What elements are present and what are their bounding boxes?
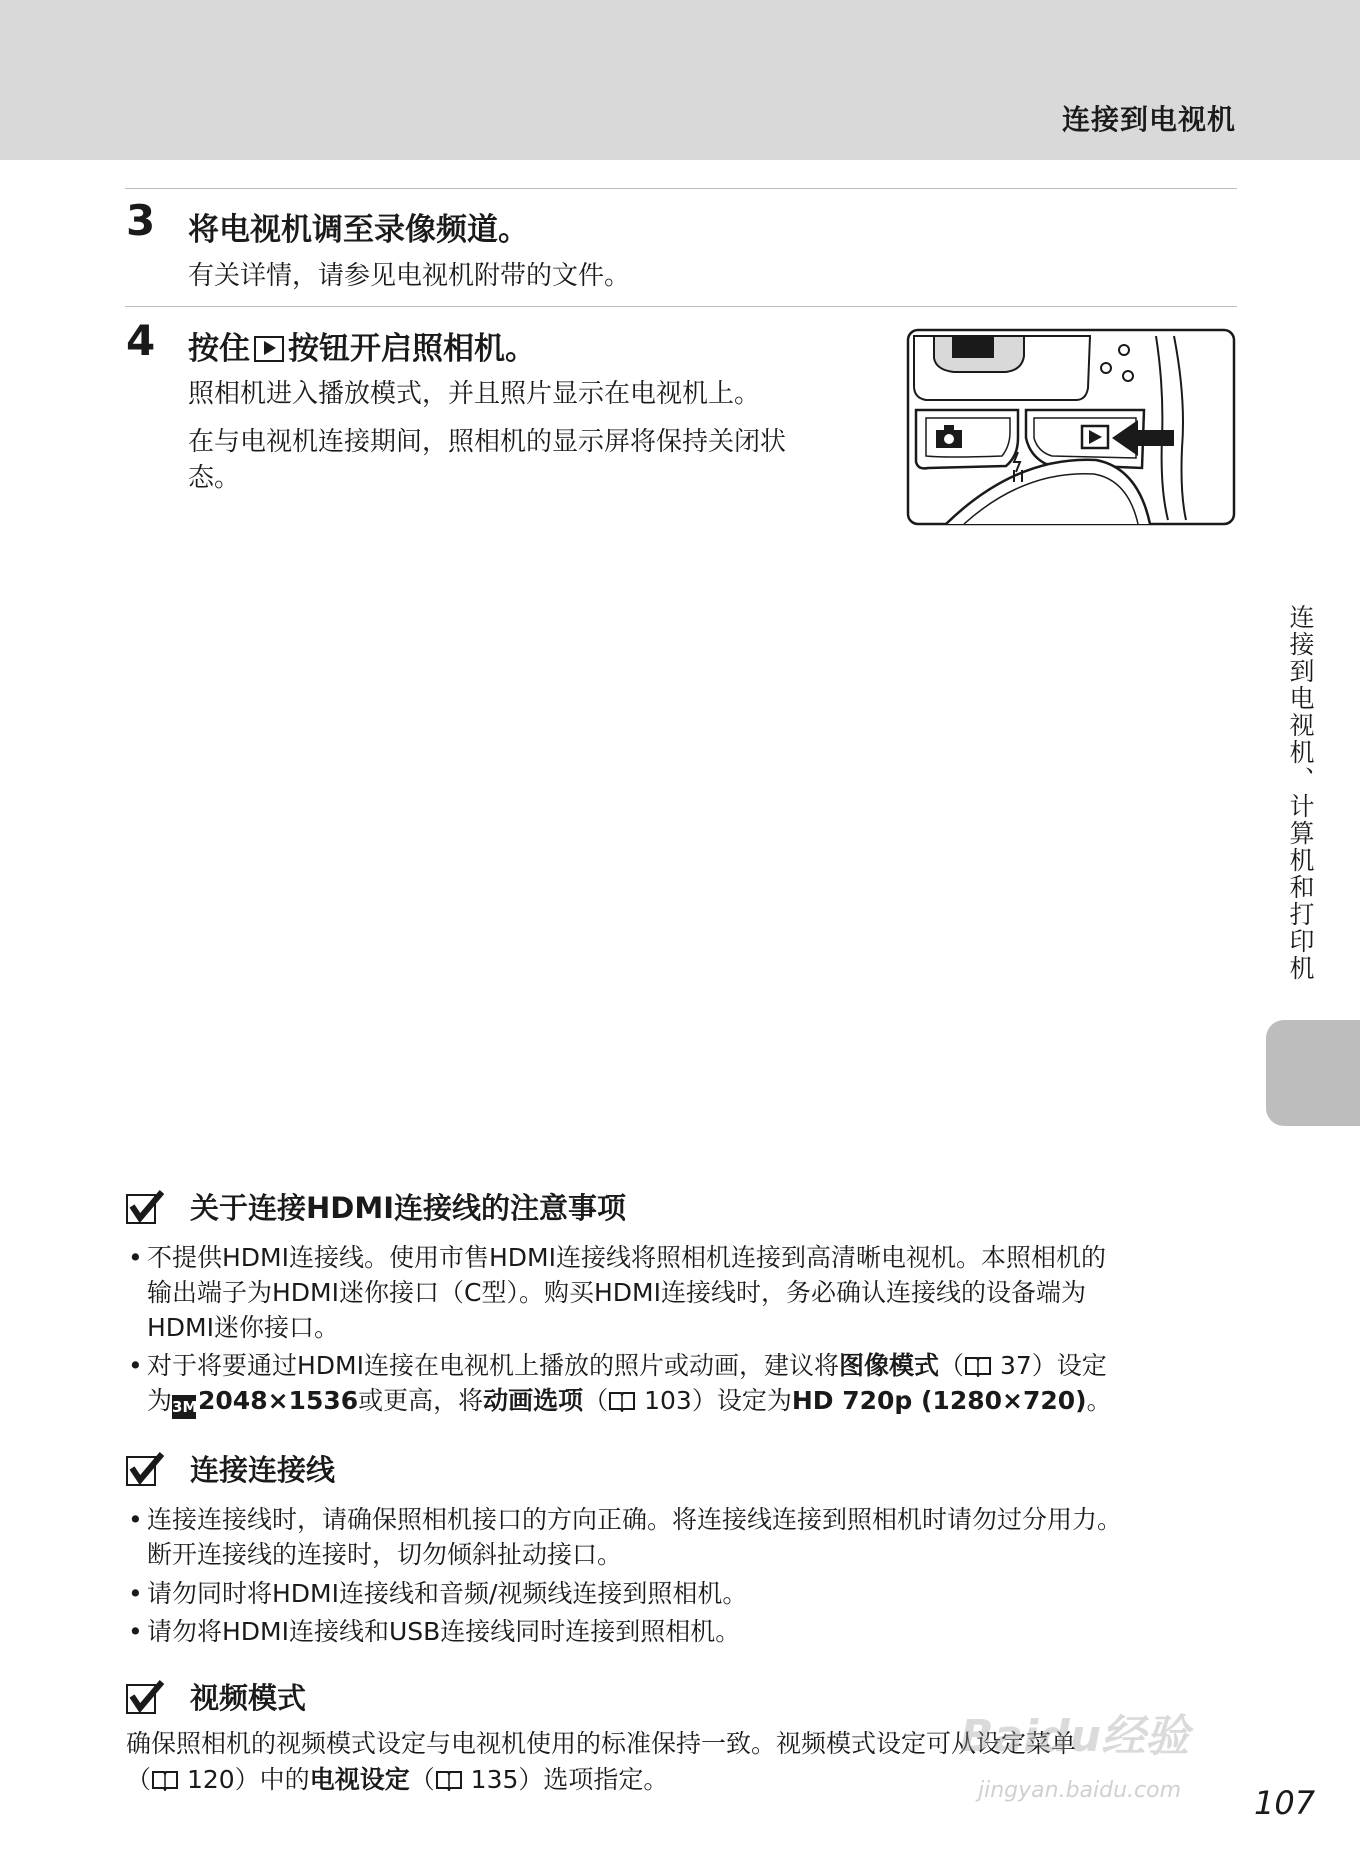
page-section-title: 连接到电视机 bbox=[1061, 103, 1236, 136]
bullet-mark: • bbox=[128, 1579, 143, 1608]
list-item-line bbox=[147, 1348, 1238, 1383]
text-run: （ bbox=[583, 1386, 609, 1415]
bullet-mark: • bbox=[128, 1351, 143, 1380]
divider bbox=[125, 188, 1237, 189]
text-run: 120）中的 bbox=[179, 1765, 310, 1794]
list-item bbox=[128, 1240, 1238, 1345]
menu-term-tv-settings: 电视设定 bbox=[309, 1765, 410, 1794]
step-title: 将电视机调至录像频道。 bbox=[188, 212, 529, 248]
step-title bbox=[188, 323, 536, 368]
note-heading bbox=[126, 1676, 306, 1717]
text-run: （ bbox=[409, 1765, 435, 1794]
step-detail-line: 态。 bbox=[188, 463, 241, 493]
menu-term-movie-options: 动画选项 bbox=[483, 1386, 584, 1415]
movie-option-value: HD 720p (1280×720) bbox=[791, 1386, 1087, 1415]
text-run: 135）选项指定。 bbox=[462, 1765, 669, 1794]
playback-button-icon bbox=[254, 336, 284, 362]
note-heading-text: 连接连接线 bbox=[190, 1453, 336, 1487]
page-reference-icon bbox=[151, 1769, 179, 1791]
chapter-tab bbox=[1266, 1020, 1360, 1126]
page-reference-icon bbox=[964, 1355, 992, 1377]
list-item-line: 断开连接线的连接时，切勿倾斜扯动接口。 bbox=[147, 1540, 623, 1569]
bullet-mark: • bbox=[128, 1243, 143, 1272]
camera-playback-illustration bbox=[906, 328, 1236, 526]
page-reference-icon bbox=[608, 1390, 636, 1412]
caution-check-icon bbox=[126, 1680, 164, 1714]
list-item bbox=[128, 1502, 1238, 1572]
text-run: 对于将要通过HDMI连接在电视机上播放的照片或动画，建议将 bbox=[147, 1351, 839, 1380]
list-item-line: 输出端子为HDMI迷你接口（C型）。购买HDMI连接线时，务必确认连接线的设备端为 bbox=[147, 1278, 1086, 1307]
note-heading bbox=[126, 1448, 335, 1489]
caution-check-icon bbox=[126, 1190, 164, 1224]
step-detail: 有关详情，请参见电视机附带的文件。 bbox=[188, 261, 631, 291]
text-run: 或更高，将 bbox=[358, 1386, 484, 1415]
list-item-line: 请勿将HDMI连接线和USB连接线同时连接到照相机。 bbox=[147, 1617, 741, 1646]
image-size-value: 2048×1536 bbox=[198, 1386, 359, 1415]
list-item-line: HDMI迷你接口。 bbox=[147, 1313, 339, 1342]
step-number: 4 bbox=[126, 316, 156, 365]
step-detail bbox=[188, 424, 786, 496]
bullet-mark: • bbox=[128, 1505, 143, 1534]
step-detail-line: 在与电视机连接期间，照相机的显示屏将保持关闭状 bbox=[188, 427, 787, 457]
text-run: 37）设定 bbox=[992, 1351, 1107, 1380]
list-item bbox=[128, 1576, 1238, 1611]
list-item-line: 请勿同时将HDMI连接线和音频/视频线连接到照相机。 bbox=[147, 1579, 748, 1608]
list-item-line: 不提供HDMI连接线。使用市售HDMI连接线将照相机连接到高清晰电视机。本照相机的 bbox=[147, 1243, 1106, 1272]
list-item-line: 连接连接线时，请确保照相机接口的方向正确。将连接线连接到照相机时请勿过分用力。 bbox=[147, 1505, 1123, 1534]
list-item bbox=[128, 1614, 1238, 1649]
note-heading-text: 关于连接HDMI连接线的注意事项 bbox=[190, 1191, 626, 1225]
step-title-part: 按住 bbox=[188, 331, 250, 367]
step-title-part: 按钮开启照相机。 bbox=[288, 331, 536, 367]
list-item bbox=[128, 1348, 1238, 1419]
page-reference-icon bbox=[435, 1769, 463, 1791]
note-heading bbox=[126, 1186, 626, 1227]
text-run: （ bbox=[126, 1765, 152, 1794]
page-number: 107 bbox=[1254, 1784, 1316, 1822]
divider bbox=[125, 306, 1237, 307]
caution-check-icon bbox=[126, 1452, 164, 1486]
menu-term-image-mode: 图像模式 bbox=[839, 1351, 940, 1380]
bullet-mark: • bbox=[128, 1617, 143, 1646]
text-run: （ bbox=[939, 1351, 965, 1380]
text-run: 103）设定为 bbox=[636, 1386, 792, 1415]
chapter-side-label: 连接到电视机、计算机和打印机 bbox=[1286, 604, 1315, 982]
text-run: 。 bbox=[1086, 1386, 1112, 1415]
image-size-icon: 3M bbox=[172, 1395, 196, 1419]
paragraph-line: 确保照相机的视频模式设定与电视机使用的标准保持一致。视频模式设定可从设定菜单 bbox=[126, 1729, 1077, 1758]
note-heading-text: 视频模式 bbox=[190, 1681, 307, 1715]
watermark-url: jingyan.baidu.com bbox=[978, 1778, 1182, 1803]
text-run: 为 bbox=[147, 1386, 173, 1415]
step-detail: 照相机进入播放模式，并且照片显示在电视机上。 bbox=[188, 379, 761, 409]
step-number: 3 bbox=[126, 196, 156, 245]
list-item-line bbox=[147, 1383, 1238, 1419]
watermark-logo: Baidu经验 bbox=[960, 1711, 1190, 1762]
